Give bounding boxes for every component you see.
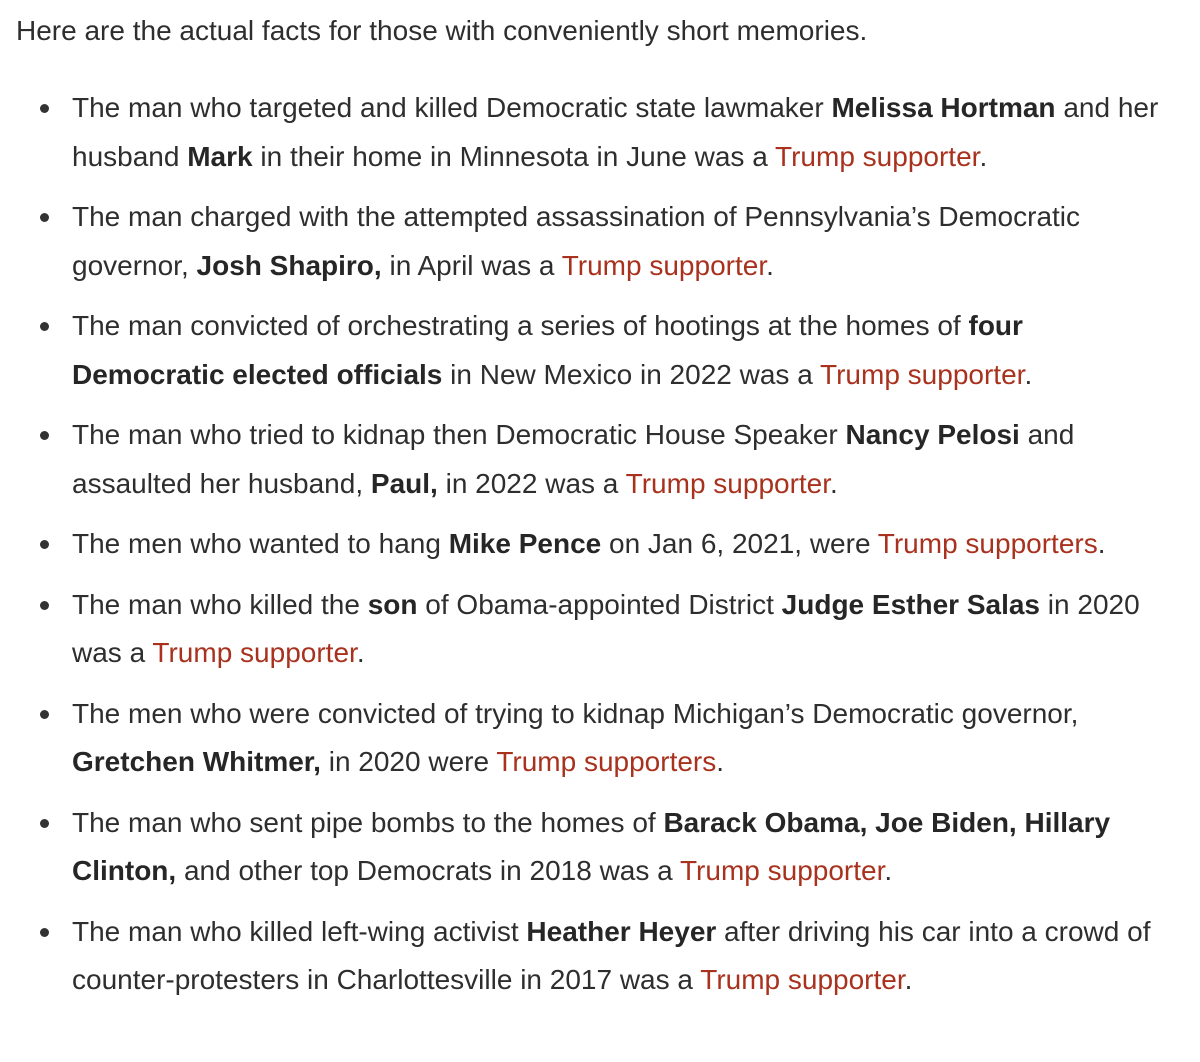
bold-name: Gretchen Whitmer, bbox=[72, 746, 321, 777]
bold-name: Barack Obama, Joe Biden, Hillary Clinton, bbox=[72, 806, 1111, 886]
fact-text: The man who targeted and killed Democratic state lawmaker bbox=[72, 92, 832, 123]
facts-list bbox=[16, 84, 1182, 1005]
fact-end: . bbox=[766, 249, 774, 281]
bullet-icon bbox=[40, 104, 49, 113]
bullet-icon bbox=[40, 819, 49, 828]
bold-name: Mark bbox=[187, 140, 253, 172]
bold-name: Paul, bbox=[370, 467, 438, 499]
fact-end: . bbox=[904, 964, 913, 995]
fact-end: . bbox=[884, 855, 893, 886]
trump-supporter-link[interactable]: Trump supporters bbox=[496, 746, 717, 777]
trump-supporter-link[interactable]: Trump supporter bbox=[625, 467, 831, 499]
fact-end: . bbox=[1024, 358, 1033, 390]
fact-end: . bbox=[356, 637, 365, 668]
trump-supporter-link[interactable]: Trump supporter bbox=[679, 855, 885, 886]
trump-supporter-link[interactable]: Trump supporter bbox=[561, 249, 767, 281]
fact-text: in April was a bbox=[381, 249, 562, 281]
intro-paragraph: Here are the actual facts for those with conveniently short memories. bbox=[16, 15, 868, 46]
fact-text: The man who tried to kidnap then Democratic House Speaker bbox=[72, 419, 846, 450]
fact-text: The man convicted of orchestrating a series of hootings at the homes of bbox=[72, 310, 969, 341]
trump-supporter-link[interactable]: Trump supporter bbox=[152, 637, 357, 668]
trump-supporter-link[interactable]: Trump supporter bbox=[775, 140, 980, 172]
bold-name: Nancy Pelosi bbox=[845, 419, 1020, 450]
list-item bbox=[16, 690, 1182, 787]
fact-text: and her husband bbox=[72, 92, 1159, 172]
fact-text: on Jan 6, 2021, were bbox=[601, 528, 878, 559]
fact-text: in 2022 was a bbox=[437, 467, 626, 499]
fact-text: and assaulted her husband, bbox=[72, 419, 1075, 499]
list-item bbox=[16, 520, 1182, 569]
fact-text: after driving his car into a crowd of counter-protesters in Charlottesville in 2017 was a bbox=[72, 915, 1151, 995]
fact-text: The man charged with the attempted assassination of Pennsylvania’s Democratic governor, bbox=[72, 201, 1081, 281]
list-item bbox=[16, 581, 1182, 678]
bold-name: four Democratic elected officials bbox=[72, 310, 1023, 390]
fact-text: of Obama-appointed District bbox=[417, 588, 782, 620]
bullet-icon bbox=[40, 431, 49, 440]
bullet-icon bbox=[40, 601, 49, 610]
trump-supporter-link[interactable]: Trump supporter bbox=[820, 358, 1025, 390]
fact-end: . bbox=[1097, 528, 1106, 559]
bullet-icon bbox=[40, 540, 49, 549]
fact-text: in 2020 was a bbox=[72, 588, 1140, 668]
bullet-icon bbox=[40, 322, 49, 331]
bold-name: Melissa Hortman bbox=[831, 92, 1056, 123]
list-item bbox=[16, 908, 1182, 1005]
bold-name: Heather Heyer bbox=[526, 915, 717, 947]
fact-text: in their home in Minnesota in June was a bbox=[252, 140, 776, 172]
list-item bbox=[16, 302, 1182, 399]
bullet-icon bbox=[40, 213, 49, 222]
fact-text: The man who killed the bbox=[72, 588, 368, 620]
fact-text: The men who were convicted of trying to kidnap Michigan’s Democratic governor, bbox=[72, 697, 1079, 729]
fact-text: The man who sent pipe bombs to the homes of bbox=[72, 806, 664, 838]
fact-text: The man who killed left-wing activist bbox=[72, 915, 527, 947]
bold-name: Josh Shapiro, bbox=[196, 249, 382, 281]
list-item bbox=[16, 193, 1182, 290]
bold-name: son bbox=[367, 588, 418, 620]
fact-end: . bbox=[979, 140, 988, 172]
bullet-icon bbox=[40, 710, 49, 719]
trump-supporter-link[interactable]: Trump supporters bbox=[877, 528, 1098, 559]
fact-text: and other top Democrats in 2018 was a bbox=[176, 855, 680, 886]
fact-end: . bbox=[716, 746, 725, 777]
bold-name: Mike Pence bbox=[448, 528, 602, 559]
list-item bbox=[16, 411, 1182, 508]
fact-text: The men who wanted to hang bbox=[72, 528, 449, 559]
trump-supporter-link[interactable]: Trump supporter bbox=[700, 964, 905, 995]
fact-text: in New Mexico in 2022 was a bbox=[442, 358, 821, 390]
fact-end: . bbox=[830, 467, 838, 499]
bullet-icon bbox=[40, 928, 49, 937]
list-item bbox=[16, 799, 1182, 896]
list-item bbox=[16, 84, 1182, 181]
fact-text: in 2020 were bbox=[320, 746, 497, 777]
bold-name: Judge Esther Salas bbox=[781, 588, 1041, 620]
